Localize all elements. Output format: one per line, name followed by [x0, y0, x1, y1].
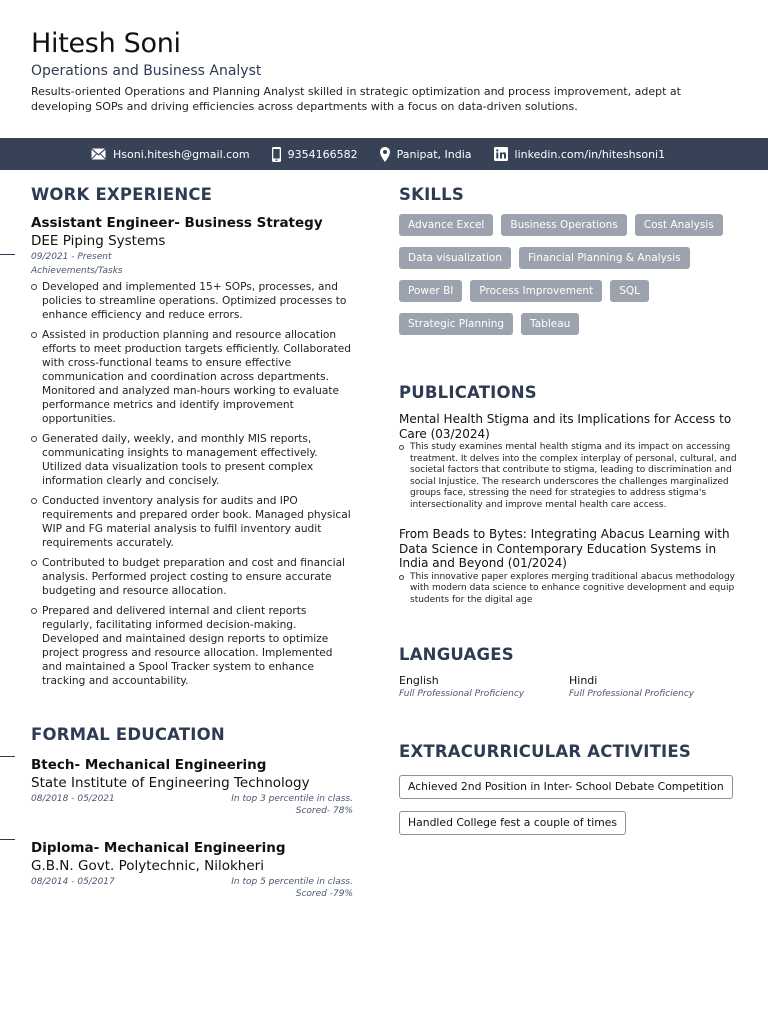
contact-email[interactable]	[91, 148, 250, 161]
section-title-publications: PUBLICATIONS	[399, 383, 537, 402]
candidate-role: Operations and Business Analyst	[31, 63, 262, 79]
right-column	[399, 184, 739, 835]
timeline-tick	[0, 254, 15, 255]
linkedin-icon	[494, 147, 508, 161]
list-item: Assisted in production planning and resource allocation efforts to meet production targets efficiently. Collaborated with cross-functional teams to ensure effective communication and coordination across departments. Monitored and analyzed man-hours working to evaluate performance metrics and identify improvement opportunities.	[31, 328, 353, 426]
language-entry	[569, 674, 739, 701]
section-title-work: WORK EXPERIENCE	[31, 185, 213, 204]
activity-tag: Handled College fest a couple of times	[399, 811, 626, 835]
education-degree: Diploma- Mechanical Engineering	[31, 840, 286, 856]
publication-bullets	[399, 442, 739, 511]
education-school: G.B.N. Govt. Polytechnic, Nilokheri	[31, 858, 264, 874]
timeline-tick	[0, 756, 15, 757]
section-title-skills: SKILLS	[399, 185, 464, 204]
candidate-name: Hitesh Soni	[31, 28, 181, 59]
list-item: Generated daily, weekly, and monthly MIS reports, communicating insights to management effectively. Utilized data visualization tools to present complex information clearly and concisely.	[31, 432, 353, 488]
contact-linkedin[interactable]	[494, 147, 666, 161]
education-entry	[31, 756, 353, 817]
education-note	[231, 877, 353, 900]
resume-header	[31, 28, 731, 114]
linkedin-text: linkedin.com/in/hiteshsoni1	[514, 147, 666, 161]
education-note-line: In top 3 percentile in class.	[231, 794, 353, 804]
language-name: English	[399, 674, 439, 687]
job-subheading: Achievements/Tasks	[31, 266, 123, 276]
job-entry	[31, 214, 353, 688]
publication-title: From Beads to Bytes: Integrating Abacus Learning with Data Science in Contemporary Education Systems in India and Beyond (01/2024)	[399, 527, 730, 570]
job-company: DEE Piping Systems	[31, 233, 166, 249]
education-dates: 08/2018 - 05/2021	[31, 794, 115, 804]
language-level: Full Professional Proficiency	[399, 689, 525, 699]
publication-entry	[399, 527, 739, 606]
phone-icon	[272, 147, 281, 162]
publication-bullets	[399, 572, 739, 607]
location-text: Panipat, India	[396, 147, 472, 161]
envelope-icon	[91, 148, 106, 160]
publication-title: Mental Health Stigma and its Implications for Access to Care (03/2024)	[399, 412, 732, 441]
language-entry	[399, 674, 569, 701]
education-dates: 08/2014 - 05/2017	[31, 877, 115, 887]
job-bullets	[31, 280, 353, 688]
email-text: Hsoni.hitesh@gmail.com	[113, 147, 250, 161]
map-pin-icon	[380, 147, 390, 162]
skill-tag: Financial Planning & Analysis	[519, 247, 690, 269]
skill-tag: Strategic Planning	[399, 313, 513, 335]
education-note-line: Scored -79%	[295, 888, 353, 899]
education-meta	[31, 794, 353, 817]
languages-list	[399, 674, 739, 701]
job-title: Assistant Engineer- Business Strategy	[31, 215, 323, 231]
section-title-extracurricular: EXTRACURRICULAR ACTIVITIES	[399, 742, 691, 761]
language-level: Full Professional Proficiency	[569, 689, 695, 699]
activity-tag: Achieved 2nd Position in Inter- School Debate Competition	[399, 775, 733, 799]
skill-tag: Process Improvement	[470, 280, 602, 302]
list-item: This innovative paper explores merging traditional abacus methodology with modern data science to enhance cognitive development and equip students for the digital age	[399, 572, 739, 607]
activity-row	[399, 763, 739, 799]
list-item: Conducted inventory analysis for audits and IPO requirements and prepared order book. Managed physical WIP and FG material analysis to fulfil inventory audit requirements accurately.	[31, 494, 353, 550]
skill-tag: Tableau	[521, 313, 579, 335]
skill-tag: Business Operations	[501, 214, 626, 236]
education-entry	[31, 839, 353, 900]
phone-text: 9354166582	[287, 147, 358, 161]
education-degree: Btech- Mechanical Engineering	[31, 757, 267, 773]
contact-phone[interactable]	[272, 147, 358, 162]
contact-bar	[0, 138, 768, 170]
left-column	[31, 184, 353, 900]
section-title-languages: LANGUAGES	[399, 645, 514, 664]
education-note	[231, 794, 353, 817]
education-school: State Institute of Engineering Technology	[31, 775, 310, 791]
skill-tag: Data visualization	[399, 247, 511, 269]
list-item: This study examines mental health stigma and its impact on accessing treatment. It delves into the complex interplay of personal, cultural, and societal factors that contribute to stigma, leading to discrimination and social Injustice. The research underscores the challenges marginalized groups face, stressing the need for strategies to address stigma's intersectionality and improve mental health care access.	[399, 442, 739, 511]
skill-tag: Power BI	[399, 280, 462, 302]
activity-row	[399, 799, 739, 835]
skills-list	[399, 214, 739, 346]
job-dates: 09/2021 - Present	[31, 252, 112, 262]
list-item: Developed and implemented 15+ SOPs, processes, and policies to streamline operations. Optimized processes to enhance efficiency and reduce errors.	[31, 280, 353, 322]
education-note-line: In top 5 percentile in class.	[231, 877, 353, 887]
section-title-education: FORMAL EDUCATION	[31, 725, 225, 744]
education-note-line: Scored- 78%	[295, 805, 353, 816]
timeline-tick	[0, 839, 15, 840]
list-item: Prepared and delivered internal and client reports regularly, facilitating informed decision-making. Developed and maintained design reports to optimize project progress and resource allocation. Implemented and maintained a Spool Tracker system to enhance tracking and accountability.	[31, 604, 353, 688]
list-item: Contributed to budget preparation and cost and financial analysis. Performed project costing to ensure accurate budgeting and resource allocation.	[31, 556, 353, 598]
contact-location	[380, 147, 472, 162]
skill-tag: SQL	[610, 280, 649, 302]
skill-tag: Advance Excel	[399, 214, 493, 236]
language-name: Hindi	[569, 674, 598, 687]
skill-tag: Cost Analysis	[635, 214, 723, 236]
education-meta	[31, 877, 353, 900]
summary: Results-oriented Operations and Planning Analyst skilled in strategic optimization and process improvement, adept at developing SOPs and driving efficiencies across departments with a focus on data-driven solutions.	[31, 85, 681, 113]
publication-entry	[399, 412, 739, 511]
